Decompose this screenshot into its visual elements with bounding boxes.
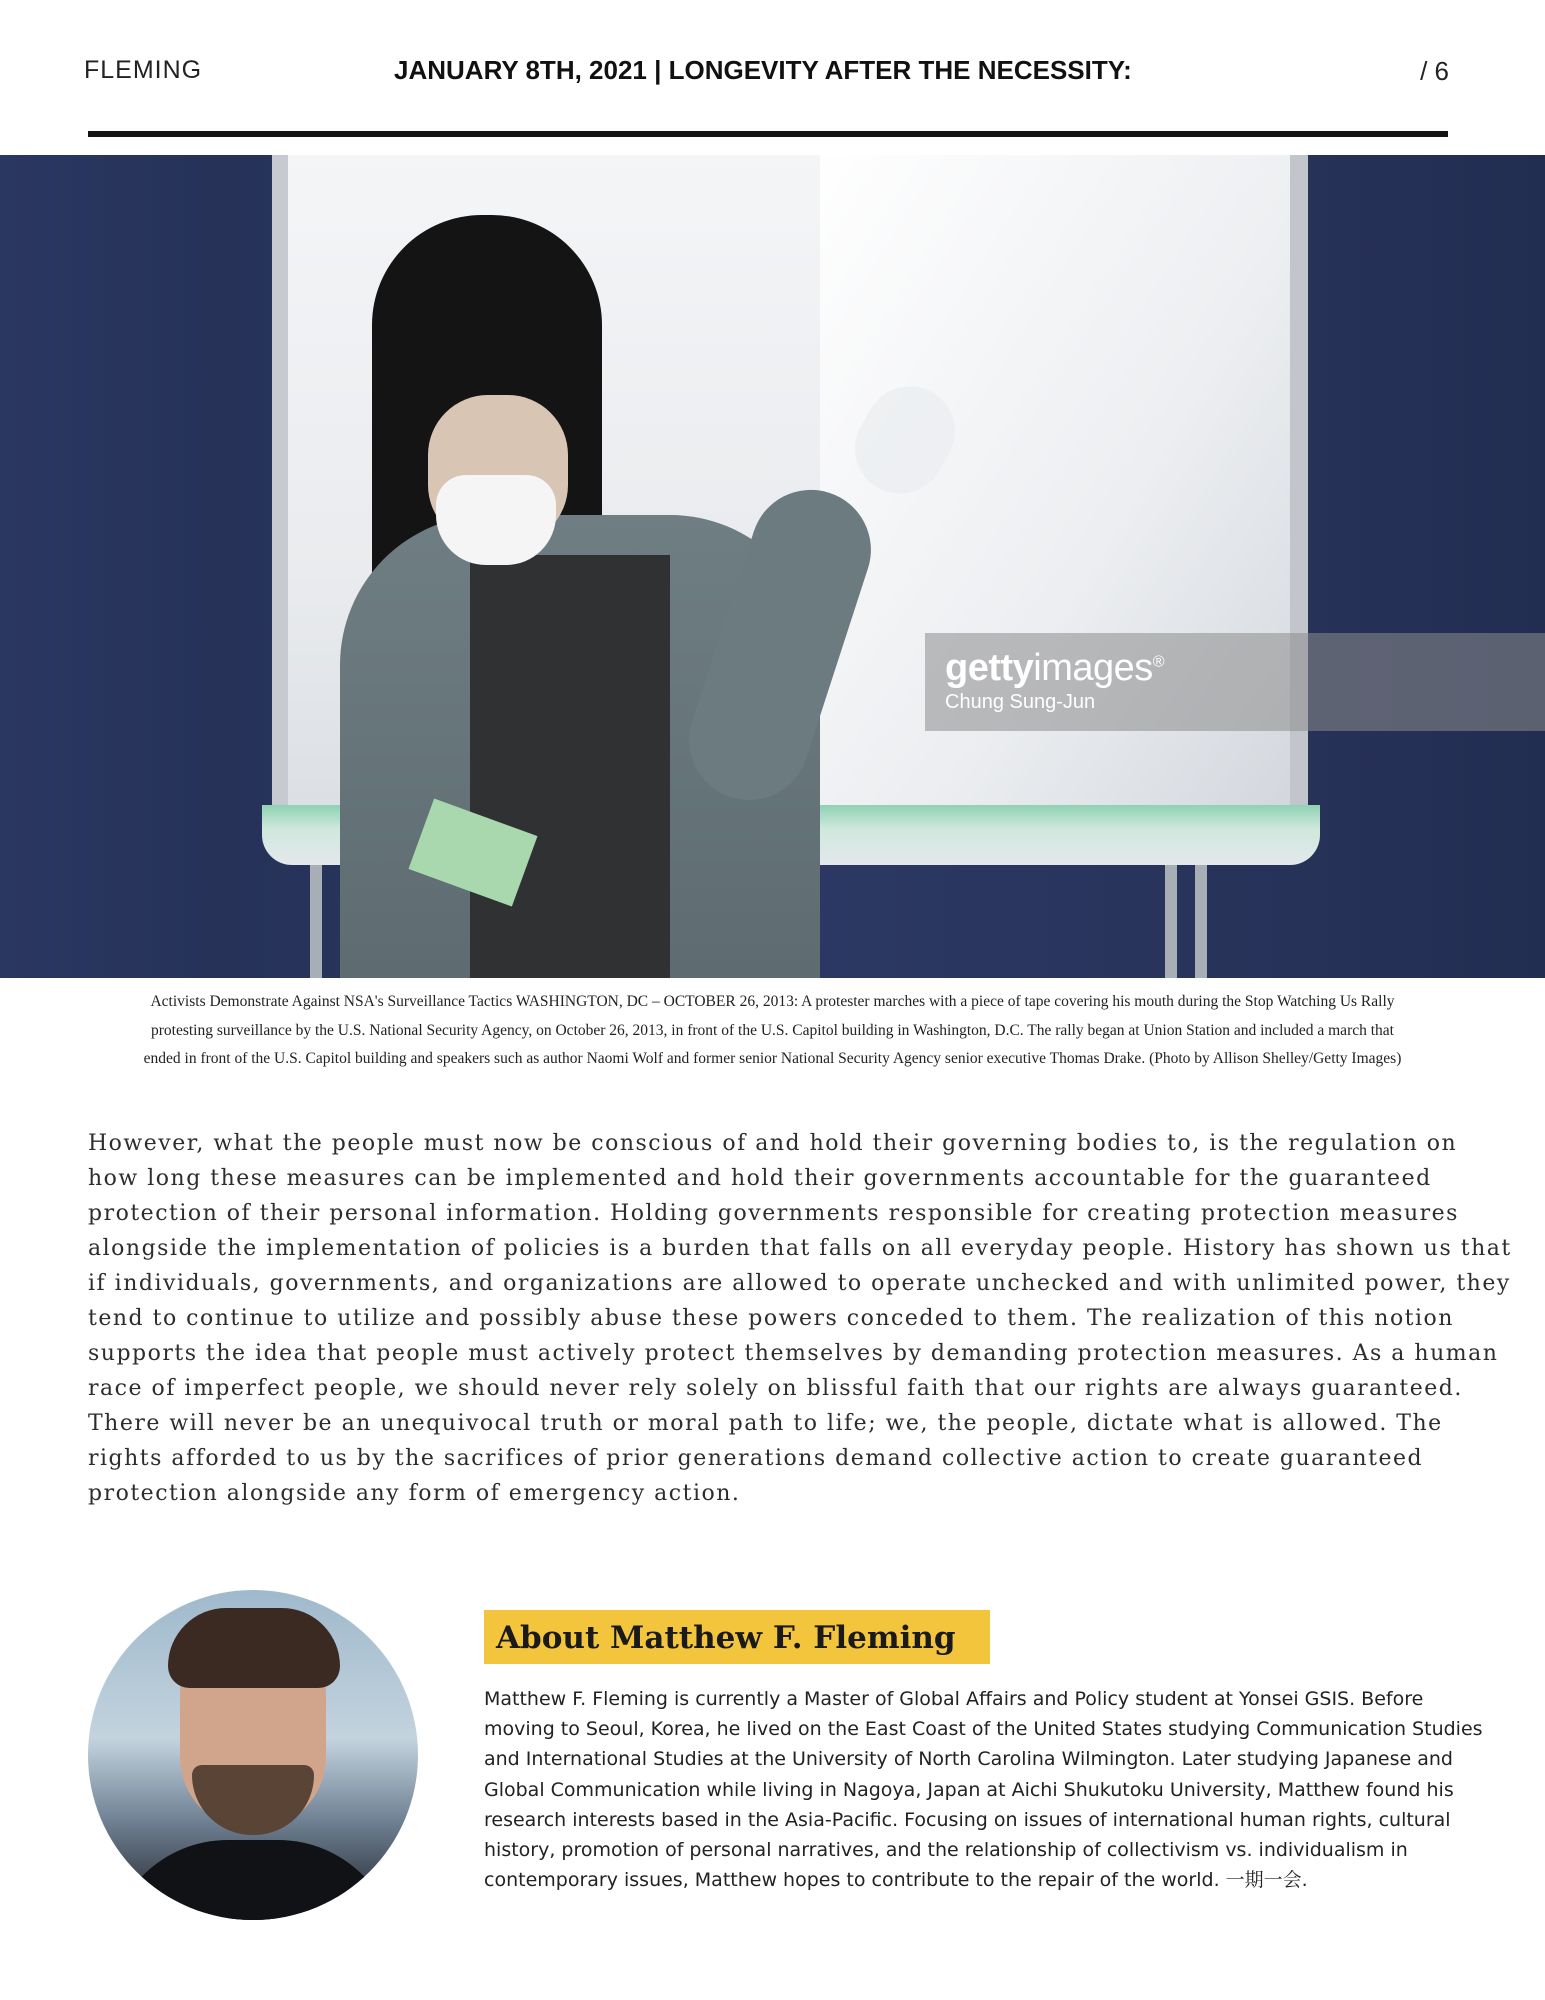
paragraph-line: supports the idea that people must actively protect themselves by demanding protection measures. As a human [88,1341,1499,1366]
avatar-beard [192,1765,314,1835]
paragraph-line: how long these measures can be implemented and hold their governments accountable for the guaranteed [88,1166,1432,1191]
paragraph-line: alongside the implementation of policies is a burden that falls on all everyday people. History has shown us that [88,1236,1512,1261]
face-mask [436,475,556,565]
bio-line: history, promotion of personal narratives, and the relationship of collectivism vs. individualism in [484,1839,1408,1862]
bio-line: and International Studies at the University of North Carolina Wilmington. Later studying Japanese and [484,1748,1453,1771]
avatar-shirt [108,1840,398,1920]
about-heading: About Matthew F. Fleming [496,1620,956,1656]
person-inner-layer [470,555,670,978]
voting-booth-photo [0,155,1545,978]
header-divider [88,131,1448,137]
booth-leg [1195,865,1207,978]
booth-leg [1165,865,1177,978]
bio-line: research interests based in the Asia-Pacific. Focusing on issues of international human rights, cultural [484,1808,1451,1831]
bio-line: Matthew F. Fleming is currently a Master of Global Affairs and Policy student at Yonsei GSIS. Before [484,1688,1424,1710]
caption-line: protesting surveillance by the U.S. National Security Agency, on October 26, 2013, in front of the U.S. Capitol building in Washington, D.C. The rally began at Union Station and included a march that [151,1021,1394,1039]
caption-line: ended in front of the U.S. Capitol building and speakers such as author Naomi Wolf and former senior National Security Agency senior executive Thomas Drake. (Photo by Allison Shelley/Getty Images) [143,1050,1402,1067]
avatar-hair [168,1608,340,1688]
header-title: JANUARY 8TH, 2021 | LONGEVITY AFTER THE NECESSITY: [394,55,1132,85]
article-paragraph [88,1126,1512,1511]
bio-line: Global Communication while living in Nagoya, Japan at Aichi Shukutoku University, Matthew found his [484,1778,1454,1801]
page-number: / 6 [1420,56,1449,86]
photo-credit: Chung Sung-Jun [945,691,1096,713]
paragraph-line: if individuals, governments, and organizations are allowed to operate unchecked and with unlimited power, they [88,1271,1511,1296]
paragraph-line: There will never be an unequivocal truth or moral path to life; we, the people, dictate what is allowed. The [88,1411,1443,1436]
bio-line: contemporary issues, Matthew hopes to contribute to the repair of the world. 一期一会. [484,1869,1308,1892]
paragraph-line: rights afforded to us by the sacrifices of prior generations demand collective action to create guaranteed [88,1446,1424,1471]
booth-leg [310,865,322,978]
header-author: FLEMING [84,56,203,84]
about-heading-box [484,1610,990,1664]
photo-caption [0,988,1545,1074]
paragraph-line: protection of their personal information. Holding governments responsible for creating protection measures [88,1201,1459,1226]
paragraph-line: tend to continue to utilize and possibly abuse these powers conceded to them. The realization of this notion [88,1306,1454,1331]
page-header [0,0,1545,140]
paragraph-line: race of imperfect people, we should never rely solely on blissful faith that our rights are always guaranteed. [88,1376,1463,1401]
booth-right-pole [1290,155,1308,855]
getty-logo: gettyimages® [945,647,1165,689]
bio-line: moving to Seoul, Korea, he lived on the East Coast of the United States studying Communication Studies [484,1718,1483,1741]
author-avatar [88,1590,418,1920]
booth-left-pole [272,155,288,855]
paragraph-line: protection alongside any form of emergency action. [88,1481,741,1506]
paragraph-line: However, what the people must now be conscious of and hold their governing bodies to, is the regulation on [88,1131,1458,1156]
caption-line: Activists Demonstrate Against NSA's Surveillance Tactics WASHINGTON, DC – OCTOBER 26, 2013: A protester marches with a piece of tape covering his mouth during the Stop Watching Us Rally [150,993,1395,1010]
author-bio [484,1684,1484,1895]
getty-watermark [925,633,1545,731]
